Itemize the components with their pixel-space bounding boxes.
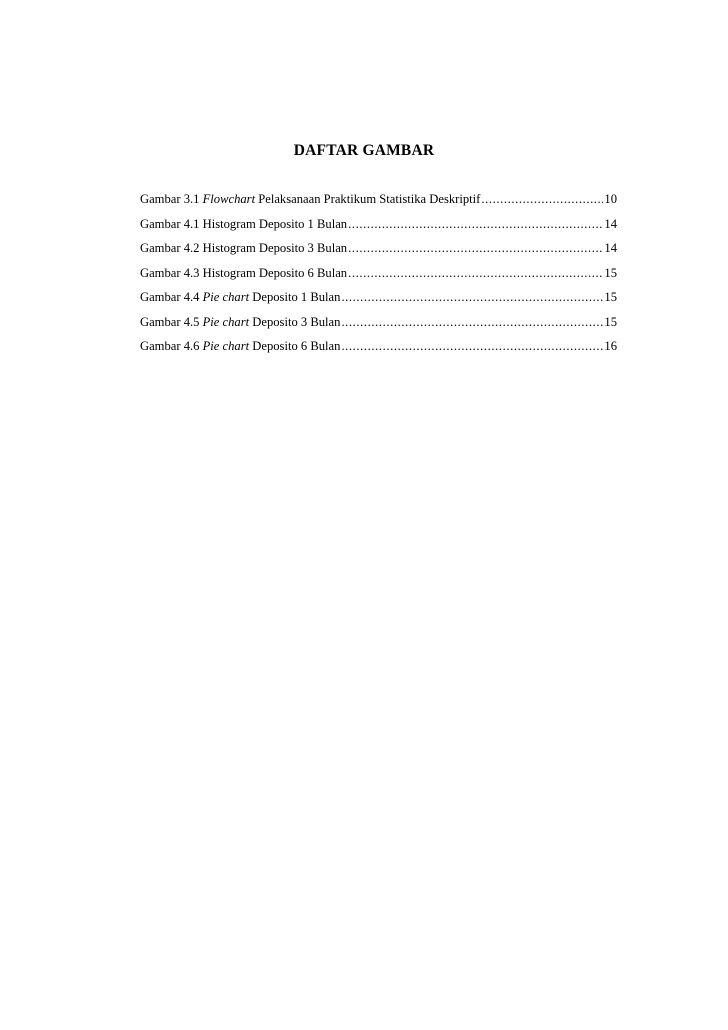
figure-list: [140, 192, 617, 364]
entry-prefix: Gambar 4.3: [140, 265, 200, 280]
entry-title: Histogram Deposito 6 Bulan: [202, 265, 348, 280]
dot-leader: [341, 315, 603, 330]
entry-label: [140, 241, 347, 256]
entry-prefix: Gambar 3.1: [140, 192, 200, 206]
page-title: DAFTAR GAMBAR: [293, 142, 435, 159]
page-number: 15: [604, 290, 617, 304]
entry-title: Deposito 6 Bulan: [252, 339, 341, 353]
page-number: 15: [604, 265, 617, 280]
list-item[interactable]: [140, 217, 617, 242]
entry-italic: Flowchart: [202, 192, 256, 206]
list-item[interactable]: [140, 241, 617, 266]
page-number: 14: [604, 216, 617, 231]
page-number: 14: [604, 241, 617, 255]
entry-label: [140, 339, 340, 354]
dot-leader: [341, 290, 603, 305]
entry-label: [140, 315, 340, 330]
dot-leader: [348, 217, 603, 232]
dot-leader: [481, 192, 603, 207]
entry-italic: Pie chart: [202, 290, 250, 304]
entry-prefix: Gambar 4.5: [140, 314, 200, 329]
page-number: 16: [604, 339, 617, 353]
entry-title: Histogram Deposito 1 Bulan: [202, 216, 348, 231]
entry-label: [140, 266, 347, 281]
list-item[interactable]: [140, 192, 617, 217]
entry-italic: Pie chart: [202, 339, 250, 353]
entry-prefix: Gambar 4.6: [140, 339, 200, 353]
entry-italic: Pie chart: [202, 314, 250, 329]
list-item[interactable]: [140, 290, 617, 315]
page-number: 10: [604, 192, 617, 206]
entry-title: Deposito 3 Bulan: [252, 314, 341, 329]
dot-leader: [341, 339, 603, 354]
entry-label: [140, 290, 340, 305]
page-number: 15: [604, 314, 617, 329]
entry-title: Deposito 1 Bulan: [252, 290, 341, 304]
entry-prefix: Gambar 4.2: [140, 241, 200, 255]
entry-prefix: Gambar 4.1: [140, 216, 200, 231]
entry-title: Histogram Deposito 3 Bulan: [202, 241, 348, 255]
entry-label: [140, 192, 480, 207]
entry-title: Pelaksanaan Praktikum Statistika Deskriptif: [258, 192, 481, 206]
entry-prefix: Gambar 4.4: [140, 290, 200, 304]
dot-leader: [348, 266, 603, 281]
list-item[interactable]: [140, 315, 617, 340]
list-item[interactable]: [140, 266, 617, 291]
list-item[interactable]: [140, 339, 617, 364]
entry-label: [140, 217, 347, 232]
dot-leader: [348, 241, 603, 256]
